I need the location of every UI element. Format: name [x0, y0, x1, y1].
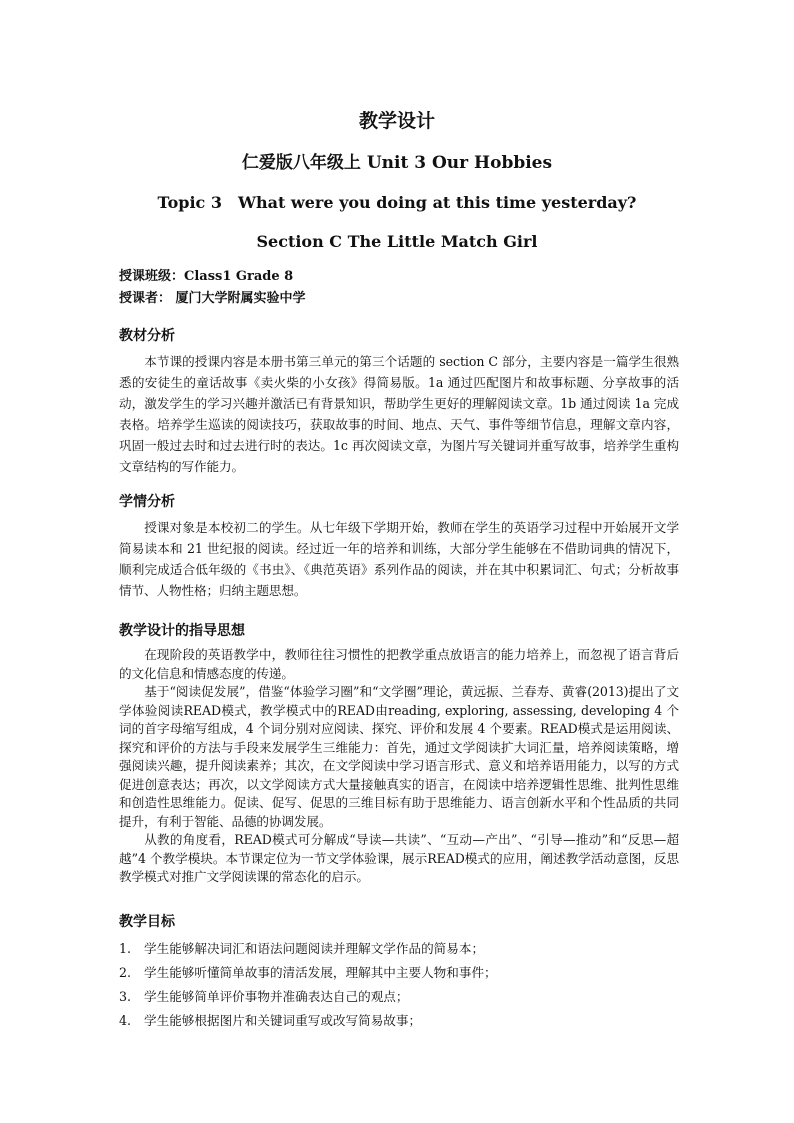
list-text: 学生能够根据图片和关键词重写或改写简易故事；	[144, 1013, 422, 1028]
list-number: 4.	[119, 1013, 132, 1028]
section-heading-material: 教材分析	[119, 328, 175, 344]
list-text: 学生能够简单评价事物并准确表达自己的观点；	[144, 989, 409, 1004]
list-text: 学生能够听懂简单故事的清活发展，理解其中主要人物和事件；	[144, 965, 497, 980]
paragraph: 授课对象是本校初二的学生。从七年级下学期开始，教师在学生的英语学习过程中开始展开文学简易读本和 21 世纪报的阅读。经过近一年的培养和训练，大部分学生能够在不借助词典的情况下，顺利完成适合低年级的《书虫》、《典范英语》系列作品的阅读，并在其中积累词汇、句式；分析故事情节、人物性格；归纳主题思想。	[119, 520, 679, 598]
paragraph: 在现阶段的英语教学中，教师往往习惯性的把教学重点放语言的能力培养上，而忽视了语言背后的文化信息和情感态度的传递。	[119, 647, 679, 681]
section-heading: Section C The Little Match Girl	[256, 232, 538, 251]
section-heading-goals: 教学目标	[119, 914, 175, 930]
section-heading-students: 学情分析	[119, 494, 175, 510]
list-text: 学生能够解决词汇和语法问题阅读并理解文学作品的简易本；	[144, 941, 485, 956]
paragraph: 本节课的授课内容是本册书第三单元的第三个话题的 section C 部分，主要内容是一篇学生很熟悉的安徒生的童话故事《卖火柴的小女孩》得简易版。1a 通过匹配图片和故事标题、分享故事的活动，激发学生的学习兴趣并激活已有背景知识，帮助学生更好的理解阅读文章。1b 通过阅读 1a 完成表格。培养学生巡读的阅读技巧，获取故事的时间、地点、天气、事件等细节信息，理解文章内容，巩固一般过去时和过去进行时的表达。1c 再次阅读文章，为图片写关键词并重写故事，培养学生重构文章结构的写作能力。	[119, 354, 679, 474]
section-guiding-idea	[119, 620, 679, 887]
section-heading-guiding: 教学设计的指导思想	[119, 623, 245, 639]
document-title: 教学设计	[358, 110, 435, 132]
list-number: 1.	[119, 941, 132, 956]
section-teaching-goals	[119, 911, 679, 1033]
list-item	[119, 937, 679, 961]
section-student-analysis	[119, 491, 679, 601]
section-material-analysis	[119, 325, 679, 477]
paragraph: 基于“阅读促发展”，借鉴“体验学习圈”和“文学圈”理论，黄远振、兰春寿、黄睿(2013)提出了文学体验阅读READ模式，教学模式中的READ由reading, exploring, assessing, developing 4 个词的首字母缩写组成，4 个词分别对应阅读、探究、评价和发展 4 个要素。READ模式是运用阅读、探究和评价的方法与手段来发展学生三维能力：首先，通过文学阅读扩大词汇量，培养阅读策略，增强阅读兴趣，提升阅读素养；其次，在文学阅读中学习语言形式、意义和培养语用能力，以写的方式促进创意表达；再次，以文学阅读方式大量接触真实的语言，在阅读中培养逻辑性思维、批判性思维和创造性思维能力。促读、促写、促思的三维目标有助于思维能力、语言创新水平和个性品质的共同提升，有利于智能、品德的协调发展。	[119, 684, 679, 829]
list-number: 2.	[119, 965, 132, 980]
list-item	[119, 985, 679, 1009]
document-subtitle: 仁爱版八年级上 Unit 3 Our Hobbies	[241, 153, 553, 173]
list-number: 3.	[119, 989, 132, 1004]
teacher-line: 授课者： 厦门大学附属实验中学	[119, 291, 306, 306]
list-item	[119, 1009, 679, 1033]
topic-heading: Topic 3 What were you doing at this time yesterday?	[157, 193, 637, 212]
class-line: 授课班级：Class1 Grade 8	[119, 269, 294, 284]
goals-list	[119, 937, 679, 1033]
paragraph: 从教的角度看，READ模式可分解成“导读—共读”、“互动—产出”、“引导—推动”和“反思—超越”4 个教学模块。本节课定位为一节文学体验课，展示READ模式的应用，阐述教学活动意图，反思教学模式对推广文学阅读课的常态化的启示。	[119, 832, 679, 884]
list-item	[119, 961, 679, 985]
